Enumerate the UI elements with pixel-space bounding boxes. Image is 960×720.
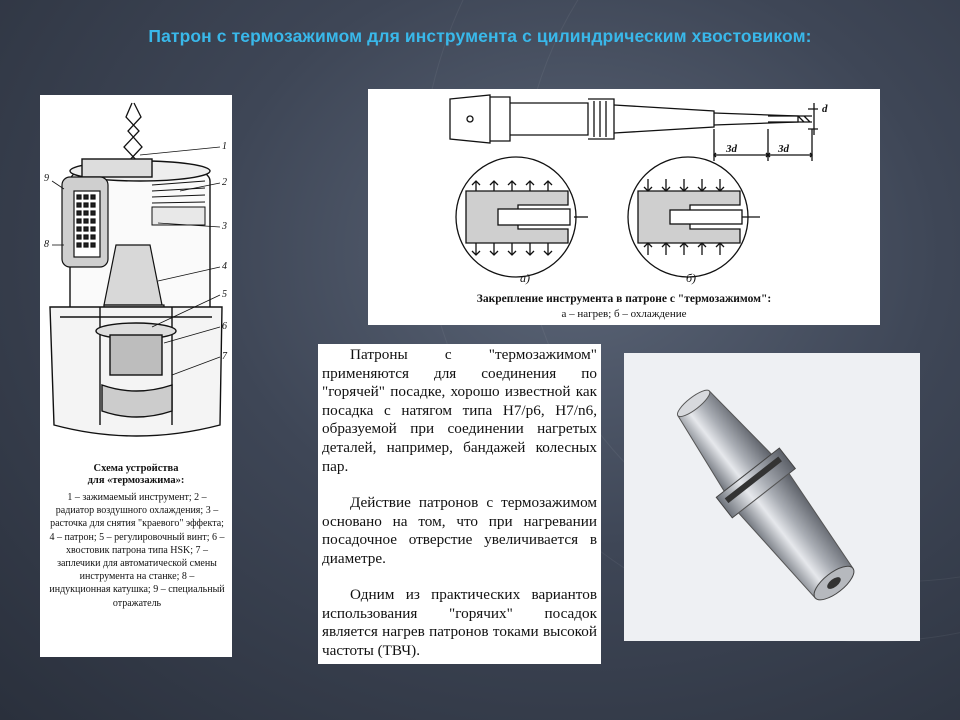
callout-number: 5 xyxy=(222,289,227,300)
heating-cooling-diagram xyxy=(368,89,880,325)
callout-number: 3 xyxy=(222,221,227,232)
sublabel-cooling: б) xyxy=(686,271,697,285)
callout-number: 8 xyxy=(44,239,49,250)
dimension-label: 3d xyxy=(778,143,789,155)
diagram-caption-sub: а – нагрев; б – охлаждение xyxy=(561,308,687,320)
callout-number: 9 xyxy=(44,173,49,184)
description-text-block xyxy=(318,344,601,664)
callout-number: 6 xyxy=(222,321,227,332)
sublabel-heating: а) xyxy=(520,271,530,285)
chuck-scheme-drawing xyxy=(40,95,232,457)
text-paragraph-1: Патроны с "термозажимом" применяются для соединения по "горячей" посадке, хорошо известной как посадка с натягом типа H7/p6, H7/n6, образуемой при соединении нагретых деталей, например, бандажей колесных пар. xyxy=(322,346,597,475)
diagram-caption-title: Закрепление инструмента в патроне с "термозажимом": xyxy=(476,293,772,305)
text-paragraph-3: Одним из практических вариантов использования "горячих" посадок является нагрев патронов токами высокой частоты (ТВЧ). xyxy=(322,586,597,659)
callout-number: 2 xyxy=(222,177,227,188)
tool-holder-photo xyxy=(624,353,920,641)
text-paragraph-2: Действие патронов с термозажимом основано на том, что при нагревании посадочное отверстие увеличивается в диаметре. xyxy=(322,494,597,567)
callout-number: 4 xyxy=(222,261,227,272)
slide-title: Патрон с термозажимом для инструмента с цилиндрическим хвостовиком: xyxy=(148,26,812,46)
figure-caption-title: Схема устройства для «термозажима»: xyxy=(87,463,185,486)
callout-number: 7 xyxy=(222,351,227,362)
dimension-label-d: d xyxy=(822,103,828,115)
chuck-scheme-figure xyxy=(40,95,232,657)
mounting-drawing xyxy=(368,89,880,289)
dimension-label: 3d xyxy=(726,143,737,155)
figure-caption-text: 1 – зажимаемый инструмент; 2 – радиатор воздушного охлаждения; 3 – расточка для снятия "краевого" эффекта; 4 – патрон; 5 – регулировочный винт; 6 – хвостовик патрона типа HSK; 7 – заплечики для автоматической смены инструмента на станке; 8 – индукционная катушка; 9 – специальный отражатель xyxy=(49,492,225,609)
callout-number: 1 xyxy=(222,141,227,152)
tool-holder-image xyxy=(624,353,920,641)
